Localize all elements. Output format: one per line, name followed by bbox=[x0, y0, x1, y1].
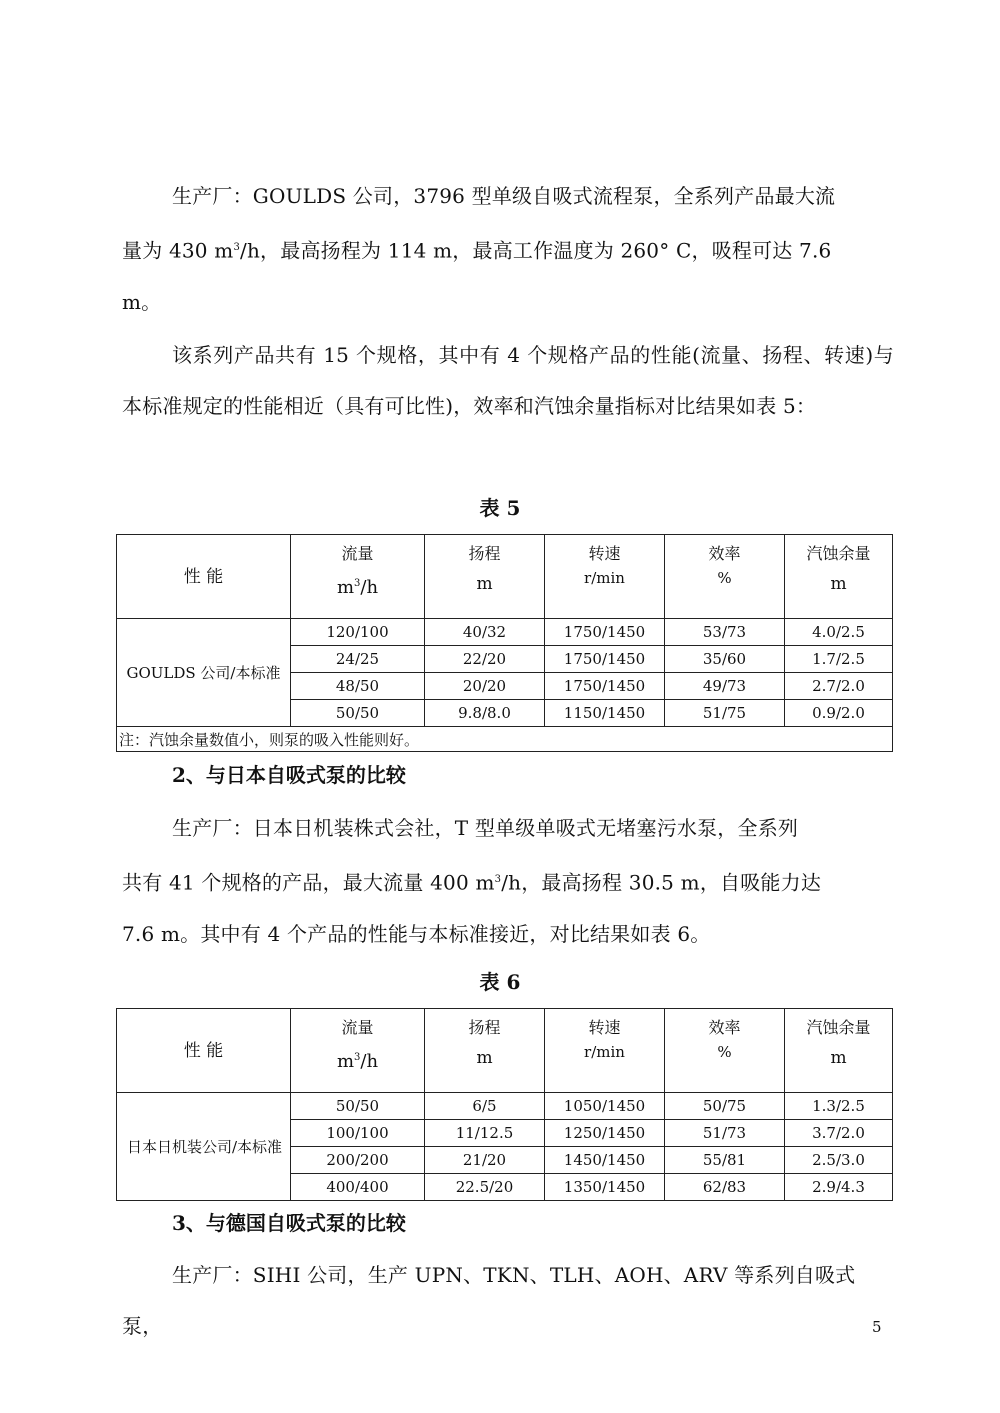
header-npsh: 汽蚀余量 m bbox=[785, 1009, 893, 1093]
table-cell: 11/12.5 bbox=[425, 1120, 545, 1147]
intro-line-2: 量为 430 $m^3/h$，最高扬程为 114 m，最高工作温度为 260° C，吸程可达 7.6 bbox=[122, 238, 832, 263]
table-cell: 1350/1450 bbox=[545, 1174, 665, 1201]
spec-paragraph: 该系列产品共有 15 个规格，其中有 4 个规格产品的性能(流量、扬程、转速)与本标准规定的性能相近（具有可比性)，效率和汽蚀余量指标对比结果如表 5： bbox=[122, 343, 894, 418]
table-cell: 9.8/8.0 bbox=[425, 700, 545, 727]
table-cell: 62/83 bbox=[665, 1174, 785, 1201]
table-cell: 1750/1450 bbox=[545, 646, 665, 673]
table5-header-row bbox=[117, 535, 893, 619]
table-cell: 51/73 bbox=[665, 1120, 785, 1147]
table-cell: 3.7/2.0 bbox=[785, 1120, 893, 1147]
header-speed: 转速 r/min bbox=[545, 535, 665, 619]
header-flow: 流量 $m^3/h$ bbox=[291, 535, 425, 619]
intro-paragraph bbox=[122, 171, 894, 328]
table-cell: 49/73 bbox=[665, 673, 785, 700]
table-cell: 4.0/2.5 bbox=[785, 619, 893, 646]
header-efficiency: 效率 % bbox=[665, 1009, 785, 1093]
table-cell: 22/20 bbox=[425, 646, 545, 673]
table-cell: 20/20 bbox=[425, 673, 545, 700]
section-heading-japan: 2、与日本自吸式泵的比较 bbox=[172, 763, 406, 787]
table-cell: 200/200 bbox=[291, 1147, 425, 1174]
table5-note-row bbox=[117, 727, 893, 752]
header-head: 扬程 m bbox=[425, 535, 545, 619]
table-cell: 6/5 bbox=[425, 1093, 545, 1120]
table-cell: 1750/1450 bbox=[545, 619, 665, 646]
table-cell: 50/50 bbox=[291, 700, 425, 727]
table-cell: 1750/1450 bbox=[545, 673, 665, 700]
table5-caption: 表 5 bbox=[479, 496, 521, 520]
table-cell: 1150/1450 bbox=[545, 700, 665, 727]
table-cell: 50/50 bbox=[291, 1093, 425, 1120]
table6 bbox=[116, 1008, 893, 1201]
header-speed: 转速 r/min bbox=[545, 1009, 665, 1093]
table-cell: 1.7/2.5 bbox=[785, 646, 893, 673]
table-cell: 0.9/2.0 bbox=[785, 700, 893, 727]
table-cell: 2.7/2.0 bbox=[785, 673, 893, 700]
table-row bbox=[117, 1093, 893, 1120]
header-label: 性 能 bbox=[117, 535, 291, 619]
intro-line-1: 生产厂：GOULDS 公司，3796 型单级自吸式流程泵，全系列产品最大流 bbox=[172, 184, 836, 208]
table-cell: 1250/1450 bbox=[545, 1120, 665, 1147]
table5-note: 注：汽蚀余量数值小，则泵的吸入性能则好。 bbox=[117, 727, 893, 752]
table-row bbox=[117, 619, 893, 646]
header-label: 性 能 bbox=[117, 1009, 291, 1093]
table-cell: 1450/1450 bbox=[545, 1147, 665, 1174]
header-efficiency: 效率 % bbox=[665, 535, 785, 619]
table-cell: 53/73 bbox=[665, 619, 785, 646]
table-cell: 1.3/2.5 bbox=[785, 1093, 893, 1120]
table-cell: 120/100 bbox=[291, 619, 425, 646]
table6-caption: 表 6 bbox=[479, 970, 521, 994]
intro-line-3: m。 bbox=[122, 289, 162, 314]
table-cell: 2.5/3.0 bbox=[785, 1147, 893, 1174]
header-head: 扬程 m bbox=[425, 1009, 545, 1093]
table-cell: 1050/1450 bbox=[545, 1093, 665, 1120]
table-cell: 48/50 bbox=[291, 673, 425, 700]
header-npsh: 汽蚀余量 m bbox=[785, 535, 893, 619]
table-cell: 55/81 bbox=[665, 1147, 785, 1174]
table5 bbox=[116, 534, 893, 752]
table-cell: 400/400 bbox=[291, 1174, 425, 1201]
header-flow: 流量 $m^3/h$ bbox=[291, 1009, 425, 1093]
table-cell: 40/32 bbox=[425, 619, 545, 646]
japan-paragraph: 生产厂：日本日机装株式会社，T 型单级单吸式无堵塞污水泵，全系列 共有 41 个规格的产品，最大流量 400 $m^3/h$，最高扬程 30.5 m，自吸能力达 7.6 m。其中有 4 个产品的性能与本标准接近，对比结果如表 6。 bbox=[122, 816, 822, 946]
table6-group-label: 日本日机装公司/本标准 bbox=[117, 1093, 291, 1201]
table-cell: 100/100 bbox=[291, 1120, 425, 1147]
table-cell: 24/25 bbox=[291, 646, 425, 673]
table-cell: 35/60 bbox=[665, 646, 785, 673]
table6-header-row bbox=[117, 1009, 893, 1093]
germany-paragraph: 生产厂：SIHI 公司，生产 UPN、TKN、TLH、AOH、ARV 等系列自吸式泵， bbox=[122, 1263, 856, 1338]
page-number: 5 bbox=[872, 1318, 882, 1336]
table-cell: 2.9/4.3 bbox=[785, 1174, 893, 1201]
table-cell: 51/75 bbox=[665, 700, 785, 727]
table-cell: 22.5/20 bbox=[425, 1174, 545, 1201]
section-heading-germany: 3、与德国自吸式泵的比较 bbox=[172, 1211, 406, 1235]
table5-group-label: GOULDS 公司/本标准 bbox=[117, 619, 291, 727]
table-cell: 21/20 bbox=[425, 1147, 545, 1174]
table-cell: 50/75 bbox=[665, 1093, 785, 1120]
